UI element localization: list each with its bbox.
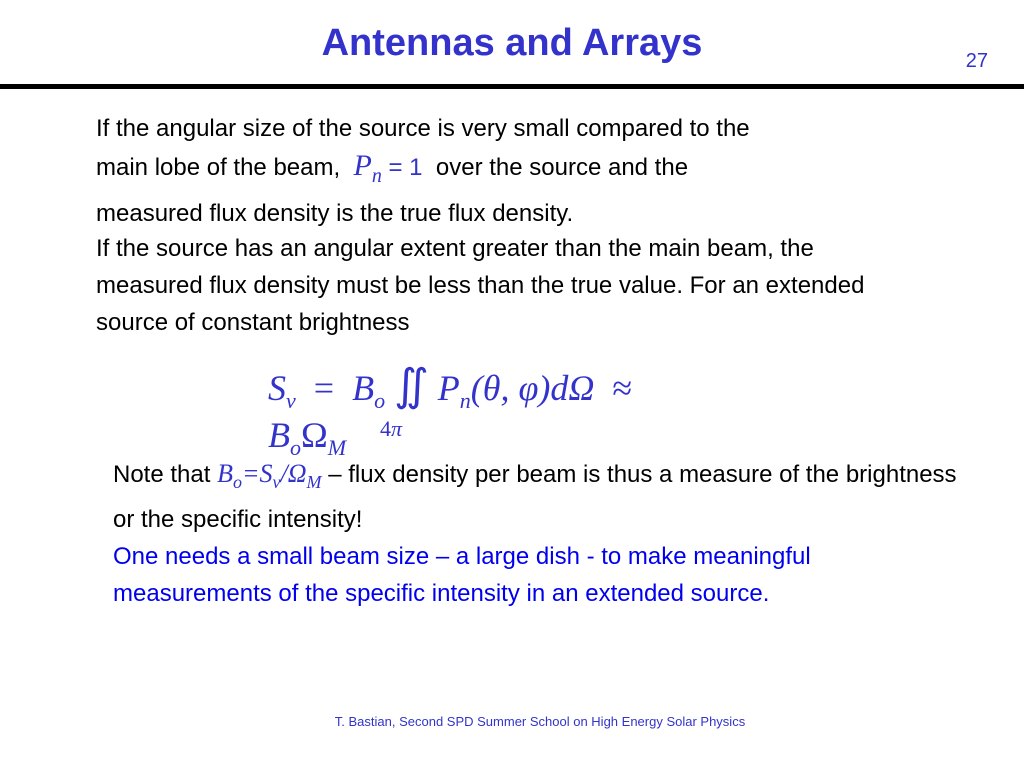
brightness-relation: $B_o=S_\nu/\Omega_M$	[217, 459, 322, 493]
slide-title: Antennas and Arrays	[321, 22, 703, 64]
paragraph-extended-source: If the source has an angular extent greater than the main beam, the measured flux density must be less than the true value. For an extended source of constant brightness	[96, 235, 865, 336]
double-integral-icon: ∬	[394, 361, 429, 410]
eq-dOmega: dΩ	[550, 368, 595, 408]
eq-P: $P_n$	[437, 368, 471, 414]
p1-line2-before: main lobe of the beam,	[96, 154, 341, 181]
p1-line3: measured flux density is the true flux density.	[96, 200, 574, 227]
p3-suffix: – flux density per beam is thus a measure of the brightness or the specific intensity!	[113, 461, 957, 534]
eq-S: $S_\nu$	[268, 368, 296, 414]
p3-prefix: Note that	[113, 461, 211, 488]
eq-B-omega: $B_o\Omega_M$	[268, 415, 347, 461]
footer-credit: T. Bastian, Second SPD Summer School on High Energy Solar Physics	[334, 714, 746, 729]
p1-line1: If the angular size of the source is very small compared to the	[96, 115, 750, 142]
eq-B: $B_o$	[352, 368, 386, 414]
paragraph-note	[113, 455, 973, 538]
eq-approx: ≈	[612, 368, 633, 408]
paragraph-conclusion: One needs a small beam size – a large dish - to make meaningful measurements of the specific intensity in an extended source.	[113, 543, 811, 607]
page-number: 27	[965, 50, 988, 72]
eq-args: (θ, φ)	[470, 368, 551, 408]
beam-pattern-symbol: $P_n$	[353, 149, 382, 187]
integral-limit: 4π	[380, 416, 403, 441]
flux-density-equation	[268, 360, 728, 461]
title-divider	[0, 84, 1024, 89]
p1-line2-after: over the source and the	[435, 154, 689, 181]
paragraph-small-source	[96, 110, 916, 232]
equals-one: = 1	[388, 154, 423, 181]
eq-equals: =	[313, 368, 335, 408]
